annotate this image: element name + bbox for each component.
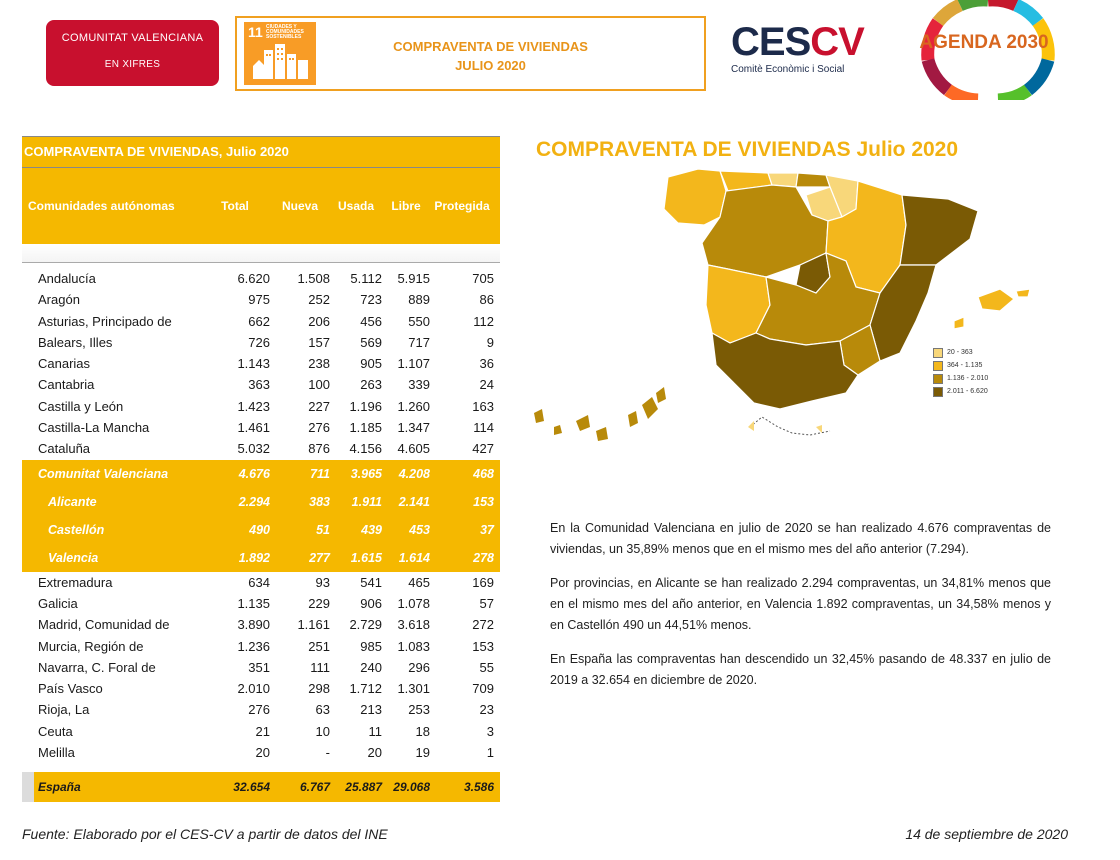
table-body-cv xyxy=(22,460,500,572)
table-cell: 1.196 xyxy=(349,398,382,414)
table-row xyxy=(22,614,500,635)
table-cell: 253 xyxy=(408,702,430,718)
table-cell: 1.107 xyxy=(397,356,430,372)
summary-text xyxy=(550,518,1051,704)
legend-item xyxy=(933,372,988,385)
table-cell: Castellón xyxy=(48,522,105,537)
table-row xyxy=(22,699,500,720)
table-cell: 709 xyxy=(472,681,494,697)
table-cell: Comunitat Valenciana xyxy=(38,466,169,481)
table-cell: - xyxy=(325,745,330,761)
table-cell: 490 xyxy=(249,522,270,537)
region-canarias xyxy=(534,387,666,441)
column-header: Comunidades autónomas xyxy=(28,199,175,213)
table-cell: Navarra, C. Foral de xyxy=(38,659,156,675)
region-baleares-menorca xyxy=(1016,289,1030,297)
table-cell: 662 xyxy=(248,313,270,329)
table-cell: 1.423 xyxy=(237,398,270,414)
legend-label: 1.136 - 2.010 xyxy=(947,375,989,382)
table-row xyxy=(22,332,500,353)
table-cell: 263 xyxy=(360,377,382,393)
table-cell: Murcia, Región de xyxy=(38,638,144,654)
source-note: Fuente: Elaborado por el CES-CV a partir de datos del INE xyxy=(22,826,388,842)
column-header: Libre xyxy=(391,199,421,213)
table-cell: Alicante xyxy=(48,494,97,509)
table-header-separator xyxy=(22,244,500,263)
table-cell: 2.729 xyxy=(349,617,382,633)
table-cell: 23 xyxy=(479,702,494,718)
table-cell: 1.712 xyxy=(349,681,382,697)
table-cell: 723 xyxy=(360,292,382,308)
table-cell: 3.965 xyxy=(350,466,382,481)
table-cell: 277 xyxy=(309,550,330,565)
table-cell: 1.260 xyxy=(397,398,430,414)
table-cell: 37 xyxy=(480,522,494,537)
table-cell: Ceuta xyxy=(38,723,73,739)
summary-paragraph: Por provincias, en Alicante se han realizado 2.294 compraventas, un 34,81% menos que en el mismo mes del año anterior, en Valencia 1.892 compraventas, un 34,58% menos y en Castellón 490 un 44,51% menos. xyxy=(550,576,1051,632)
table-cell: 905 xyxy=(360,356,382,372)
legend-label: 364 - 1.135 xyxy=(947,362,983,369)
legend-label: 2.011 - 6.620 xyxy=(947,388,988,395)
table-cell: 5.032 xyxy=(237,441,270,457)
legend-item xyxy=(933,385,988,398)
table-cell: 21 xyxy=(255,723,270,739)
table-cell: 711 xyxy=(310,466,330,481)
table-row xyxy=(22,593,500,614)
table-cell: 6.767 xyxy=(299,780,330,795)
table-cell: 157 xyxy=(308,334,330,350)
table-row xyxy=(22,516,500,544)
region-badge-line1: COMUNITAT VALENCIANA xyxy=(61,32,204,44)
table-cell: 153 xyxy=(473,494,494,509)
table-cell: Cataluña xyxy=(38,441,91,457)
table-cell: 227 xyxy=(308,398,330,414)
table-row xyxy=(22,488,500,516)
north-africa-coast xyxy=(750,417,830,435)
column-header: Usada xyxy=(337,199,375,213)
table-cell: 985 xyxy=(360,638,382,654)
region-pais-vasco xyxy=(796,173,830,187)
table-row xyxy=(22,721,500,742)
report-period: JULIO 2020 xyxy=(455,58,526,73)
table-row xyxy=(22,396,500,417)
table-cell: 19 xyxy=(415,745,430,761)
sdg-label: CIUDADES Y COMUNIDADES SOSTENIBLES xyxy=(266,24,304,40)
region-cataluna xyxy=(900,195,978,265)
spain-map xyxy=(530,165,1040,455)
column-header: Nueva xyxy=(281,199,319,213)
table-cell: Melilla xyxy=(38,745,75,761)
table-cell: 465 xyxy=(408,574,430,590)
table-cell: 4.156 xyxy=(349,441,382,457)
table-row xyxy=(22,289,500,310)
table-cell: 213 xyxy=(360,702,382,718)
table-row xyxy=(22,353,500,374)
table-cell: 717 xyxy=(408,334,430,350)
table-cell: 169 xyxy=(472,574,494,590)
table-cell: Castilla-La Mancha xyxy=(38,420,150,436)
table-header xyxy=(22,168,500,244)
table-cell: 251 xyxy=(308,638,330,654)
table-cell: 9 xyxy=(486,334,494,350)
table-cell: 1.301 xyxy=(397,681,430,697)
table-cell: 10 xyxy=(315,723,330,739)
table-cell: 1.083 xyxy=(397,638,430,654)
agenda-label: AGENDA 2030 xyxy=(919,32,1049,53)
table-cell: 1.892 xyxy=(238,550,270,565)
table-cell: Castilla y León xyxy=(38,398,124,414)
table-cell: 705 xyxy=(472,271,494,286)
table-cell: 3.586 xyxy=(463,780,494,795)
table-cell: 55 xyxy=(479,659,494,675)
table-cell: 57 xyxy=(479,595,494,611)
table-title: COMPRAVENTA DE VIVIENDAS, Julio 2020 xyxy=(22,136,500,168)
table-body-b xyxy=(22,572,500,764)
table-cell: Asturias, Principado de xyxy=(38,313,172,329)
table-cell: Canarias xyxy=(38,356,91,372)
table-cell: 1 xyxy=(486,745,494,761)
ces-logo-subtitle: Comitè Econòmic i Social xyxy=(731,64,845,75)
ces-logo-accent: CV xyxy=(810,20,864,64)
table-cell: 1.615 xyxy=(350,550,382,565)
table-cell: 111 xyxy=(310,659,330,675)
table-cell: 876 xyxy=(308,441,330,457)
table-row xyxy=(22,460,500,488)
table-cell: 63 xyxy=(315,702,330,718)
table-cell: 276 xyxy=(308,420,330,436)
table-cell: 339 xyxy=(408,377,430,393)
table-cell: 1.911 xyxy=(351,494,382,509)
table-cell: Galicia xyxy=(38,595,78,611)
table-cell: 1.185 xyxy=(349,420,382,436)
table-cell: 296 xyxy=(408,659,430,675)
table-cell: Extremadura xyxy=(38,574,113,590)
table-cell: 906 xyxy=(360,595,382,611)
table-cell: 163 xyxy=(472,398,494,414)
table-cell: 1.236 xyxy=(237,638,270,654)
table-cell: 272 xyxy=(472,617,494,633)
legend-swatch xyxy=(933,387,943,397)
table-row xyxy=(22,636,500,657)
region-ceuta xyxy=(748,421,754,431)
table-cell: 153 xyxy=(472,638,494,654)
table-cell: 1.347 xyxy=(397,420,430,436)
map-title: COMPRAVENTA DE VIVIENDAS Julio 2020 xyxy=(536,138,959,161)
table-cell: Madrid, Comunidad de xyxy=(38,617,170,633)
legend-swatch xyxy=(933,348,943,358)
table-row xyxy=(22,678,500,699)
table-cell: Valencia xyxy=(48,550,99,565)
table-cell: 1.508 xyxy=(297,271,330,286)
table-cell: 569 xyxy=(360,334,382,350)
table-cell: 114 xyxy=(473,420,494,436)
ces-cv-logo xyxy=(731,20,864,82)
table-row xyxy=(22,438,500,459)
table-cell: Andalucía xyxy=(38,271,96,286)
table-cell: 2.141 xyxy=(398,494,430,509)
table-cell: 4.605 xyxy=(397,441,430,457)
table-row xyxy=(22,657,500,678)
table-cell: 634 xyxy=(248,574,270,590)
region-baleares-ibiza xyxy=(954,317,964,329)
table-cell: 456 xyxy=(360,313,382,329)
column-header: Total xyxy=(221,199,249,213)
ces-logo-main: CES xyxy=(731,20,811,64)
table-cell: 1.135 xyxy=(237,595,270,611)
legend-swatch xyxy=(933,374,943,384)
table-cell: 276 xyxy=(248,702,270,718)
agenda-2030-logo xyxy=(908,0,1060,100)
table-cell: Balears, Illes xyxy=(38,334,113,350)
table-cell: 240 xyxy=(360,659,382,675)
legend-swatch xyxy=(933,361,943,371)
table-cell: 3.618 xyxy=(397,617,430,633)
table-cell: 468 xyxy=(473,466,494,481)
table-cell: 363 xyxy=(248,377,270,393)
table-cell: España xyxy=(38,780,81,795)
report-title-box xyxy=(235,16,706,91)
summary-paragraph: En la Comunidad Valenciana en julio de 2020 se han realizado 4.676 compraventas de viviendas, un 35,89% menos que en el mismo mes del año anterior (7.294). xyxy=(550,521,1051,556)
table-cell: 4.676 xyxy=(238,466,270,481)
region-badge-line2: EN XIFRES xyxy=(104,59,161,70)
table-cell: 206 xyxy=(308,313,330,329)
table-cell: 25.887 xyxy=(345,780,382,795)
table-cell: País Vasco xyxy=(38,681,103,697)
table-row xyxy=(22,772,500,802)
sdg-number: 11 xyxy=(248,24,263,40)
table-cell: 86 xyxy=(479,292,494,308)
table-cell: Rioja, La xyxy=(38,702,90,718)
table-row xyxy=(22,374,500,395)
legend-label: 20 - 363 xyxy=(947,349,973,356)
table-cell: 278 xyxy=(473,550,494,565)
table-row xyxy=(22,742,500,763)
column-header: Protegida xyxy=(434,199,490,213)
table-cell: 541 xyxy=(360,574,382,590)
table-cell: 5.915 xyxy=(397,271,430,286)
table-cell: 351 xyxy=(248,659,270,675)
table-cell: 427 xyxy=(472,441,494,457)
table-cell: 51 xyxy=(316,522,330,537)
table-cell: 1.143 xyxy=(237,356,270,372)
sales-table xyxy=(22,136,500,802)
table-body-a xyxy=(22,268,500,460)
table-cell: 439 xyxy=(361,522,382,537)
table-cell: 3.890 xyxy=(237,617,270,633)
table-cell: 2.294 xyxy=(238,494,270,509)
table-cell: 32.654 xyxy=(233,780,270,795)
table-cell: 1.078 xyxy=(397,595,430,611)
region-badge xyxy=(46,20,219,86)
legend-item xyxy=(933,346,988,359)
table-cell: 36 xyxy=(479,356,494,372)
table-cell: 20 xyxy=(255,745,270,761)
legend-item xyxy=(933,359,988,372)
table-cell: 3 xyxy=(486,723,494,739)
table-cell: Cantabria xyxy=(38,377,95,393)
table-cell: 29.068 xyxy=(393,780,430,795)
map-legend xyxy=(933,346,988,398)
table-cell: 4.208 xyxy=(398,466,430,481)
region-melilla xyxy=(816,425,822,433)
table-cell: 93 xyxy=(315,574,330,590)
table-cell: 252 xyxy=(308,292,330,308)
region-baleares xyxy=(978,289,1014,311)
table-row xyxy=(22,544,500,572)
table-cell: 6.620 xyxy=(237,271,270,286)
summary-paragraph: En España las compraventas han descendido un 32,45% pasando de 48.337 en julio de 2019 a 32.654 en diciembre de 2020. xyxy=(550,652,1051,687)
table-row xyxy=(22,268,500,289)
table-cell: 726 xyxy=(248,334,270,350)
table-cell: 100 xyxy=(308,377,330,393)
table-row xyxy=(22,311,500,332)
table-cell: 453 xyxy=(409,522,430,537)
table-row xyxy=(22,417,500,438)
table-cell: 975 xyxy=(248,292,270,308)
region-galicia xyxy=(664,169,726,225)
table-cell: 2.010 xyxy=(237,681,270,697)
table-cell: 550 xyxy=(408,313,430,329)
region-andalucia xyxy=(712,333,858,409)
report-title: COMPRAVENTA DE VIVIENDAS xyxy=(393,39,588,54)
table-cell: 889 xyxy=(408,292,430,308)
table-cell: 24 xyxy=(479,377,494,393)
table-cell: 112 xyxy=(473,313,494,329)
table-cell: 1.614 xyxy=(398,550,430,565)
table-cell: 383 xyxy=(309,494,330,509)
table-cell: 238 xyxy=(308,356,330,372)
table-cell: 5.112 xyxy=(350,271,382,286)
table-cell: Aragón xyxy=(38,292,80,308)
table-cell: 229 xyxy=(308,595,330,611)
table-cell: 1.161 xyxy=(297,617,330,633)
table-cell: 298 xyxy=(308,681,330,697)
publication-date: 14 de septiembre de 2020 xyxy=(905,826,1068,842)
table-cell: 18 xyxy=(415,723,430,739)
table-cell: 1.461 xyxy=(237,420,270,436)
table-cell: 11 xyxy=(368,723,382,739)
table-row xyxy=(22,572,500,593)
table-total xyxy=(22,772,500,802)
spain-choropleth-map xyxy=(530,165,1040,455)
table-cell: 20 xyxy=(367,745,382,761)
